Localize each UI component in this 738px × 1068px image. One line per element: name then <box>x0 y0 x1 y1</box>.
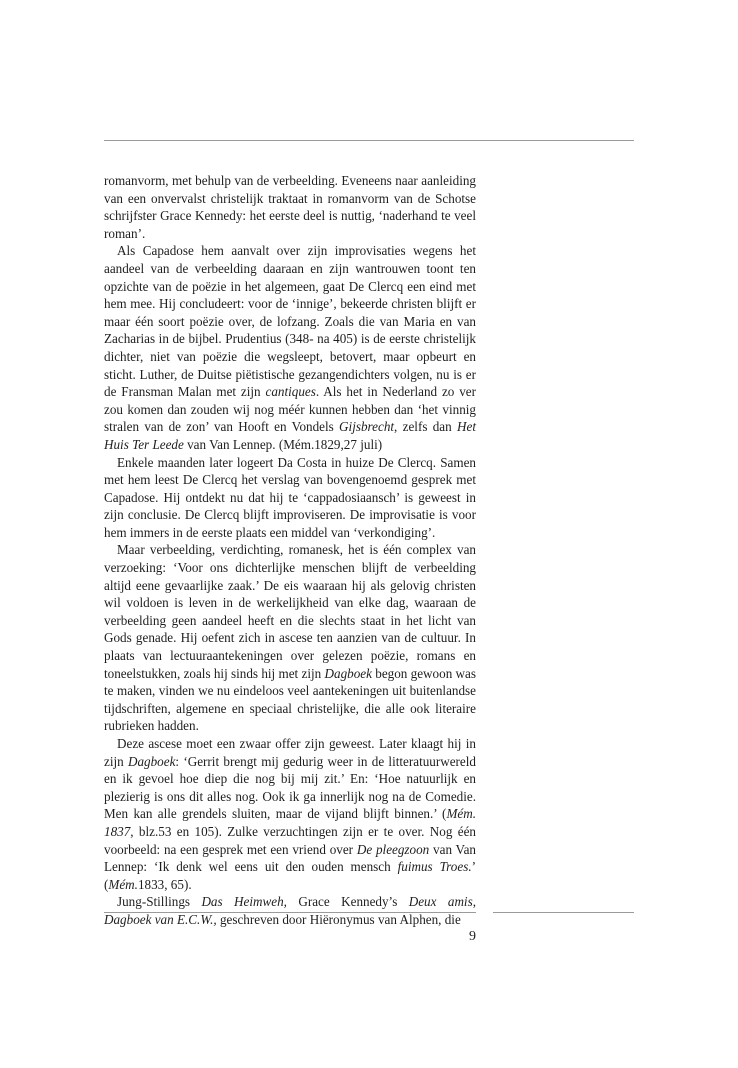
text-run: Jung-Stillings <box>117 894 202 910</box>
text-run: ’ ( <box>104 859 476 892</box>
italic-text-run: Het Huis Ter Leede <box>104 419 476 452</box>
italic-text-run: cantiques <box>265 384 316 400</box>
italic-text-run: Mém. 1837 <box>104 806 476 839</box>
text-run: , blz.53 en 105). Zulke verzuchtingen zijn er te over. Nog één voorbeeld: na een gesprek met een vriend over <box>104 823 476 857</box>
italic-text-run: Dagboek van E.C.W., <box>104 911 217 927</box>
footer-rule-left <box>104 912 476 913</box>
text-run: Maar verbeelding, verdichting, romanesk, het is één complex van verzoeking: ‘Voor ons dichterlijke menschen blijft de verbeelding altijd eene gevaarlijke zaak.’ De eis waaraan hij als gelovig christen wil voldoen is leven in de werkelijkheid van elke dag, waaraan de verbeelding geen aandeel heeft en die slechts staat in het licht van Gods genade. Hij oefent zich in ascese ten aanzien van de cultuur. In plaats van lectuuraantekeningen over gelezen poëzie, romans en toneelstukken, zoals hij sinds hij met zijn <box>104 542 476 681</box>
paragraph <box>104 735 476 893</box>
text-run: . Als het in Nederland zo ver zou komen dan zouden wij nog méér kunnen hebben dan ‘het vinnig stralen van de zon’ van Hooft en Vondels <box>104 384 476 435</box>
text-run: , zelfs dan <box>394 419 458 435</box>
italic-text-run: De pleegzoon <box>356 841 430 857</box>
italic-text-run: Deux amis <box>408 894 473 910</box>
text-run: begon gewoon was te maken, vinden we nu eindeloos veel aantekeningen uit buitenlandse tijdschriften, algemene en speciaal christelijke, die alle ook literaire rubrieken hadden. <box>104 665 476 734</box>
text-run: , <box>472 894 476 910</box>
text-run: geschreven door Hiëronymus van Alphen, die <box>216 911 461 927</box>
text-run: : ‘Gerrit brengt mij gedurig weer in de litteratuurwereld en ik gevoel hoe diep die nog bij mij zit.’ En: ‘Hoe natuurlijk en plezierig is ons dit alles nog. Ook ik ga innerlijk nog na de Comedie. Men kan alle grendels sluiten, maar de vijand blijft binnen.’ ( <box>104 753 476 822</box>
paragraph <box>104 172 476 242</box>
italic-text-run: Mém. <box>108 876 138 892</box>
italic-text-run: Dagboek <box>127 753 176 769</box>
text-run: Grace Kennedy’s <box>286 894 409 910</box>
italic-text-run: Gijsbrecht <box>339 419 395 435</box>
body-text <box>104 172 476 929</box>
text-run: van Van Lennep. (Mém.1829,27 juli) <box>183 436 383 452</box>
paragraph <box>104 541 476 735</box>
text-run: romanvorm, met behulp van de verbeelding. Eveneens naar aanleiding van een onvervalst christelijk traktaat in romanvorm van de Schotse schrijfster Grace Kennedy: het eerste deel is nuttig, ‘naderhand te veel roman’. <box>104 173 476 241</box>
italic-text-run: fuimus Troes. <box>397 859 472 875</box>
paragraph <box>104 242 476 453</box>
text-run: Enkele maanden later logeert Da Costa in huize De Clercq. Samen met hem leest De Clercq het verslag van bovengenoemd gesprek met Capadose. Hij ontdekt nu dat hij te ‘cappadosiaansch’ is geweest in zijn conclusie. De Clercq blijft improviseren. De improvisatie is voor hem immers in de eerste plaats een middel van ‘verkondiging’. <box>104 454 476 540</box>
footer-rule-right <box>493 912 634 913</box>
top-rule <box>104 140 634 141</box>
paragraph <box>104 454 476 542</box>
text-run: Als Capadose hem aanvalt over zijn improvisaties wegens het aandeel van de verbeelding daaraan en zijn wantrouwen toont ten opzichte van de poëzie in het algemeen, gaat De Clercq een eind met hem mee. Hij concludeert: voor de ‘innige’, bekeerde christen blijft er maar één soort poëzie over, de lofzang. Zoals die van Maria en van Zacharias in de bijbel. Prudentius (348- na 405) is de eerste christelijk dichter, niet van poëzie die wegsleept, betovert, maar opbeurt en sticht. Luther, de Duitse piëtistische gezangendichters volgen, nu is er de Fransman Malan met zijn <box>104 243 476 400</box>
paragraph <box>104 893 476 928</box>
italic-text-run: Dagboek <box>324 665 372 681</box>
text-run: 1833, 65). <box>137 876 192 892</box>
page-number: 9 <box>469 929 476 944</box>
text-run: Deze ascese moet een zwaar offer zijn geweest. Later klaagt hij in zijn <box>104 736 476 769</box>
text-run: van Van Lennep: ‘Ik denk wel eens uit den ouden mensch <box>104 841 476 875</box>
italic-text-run: Das Heimweh, <box>201 894 287 910</box>
